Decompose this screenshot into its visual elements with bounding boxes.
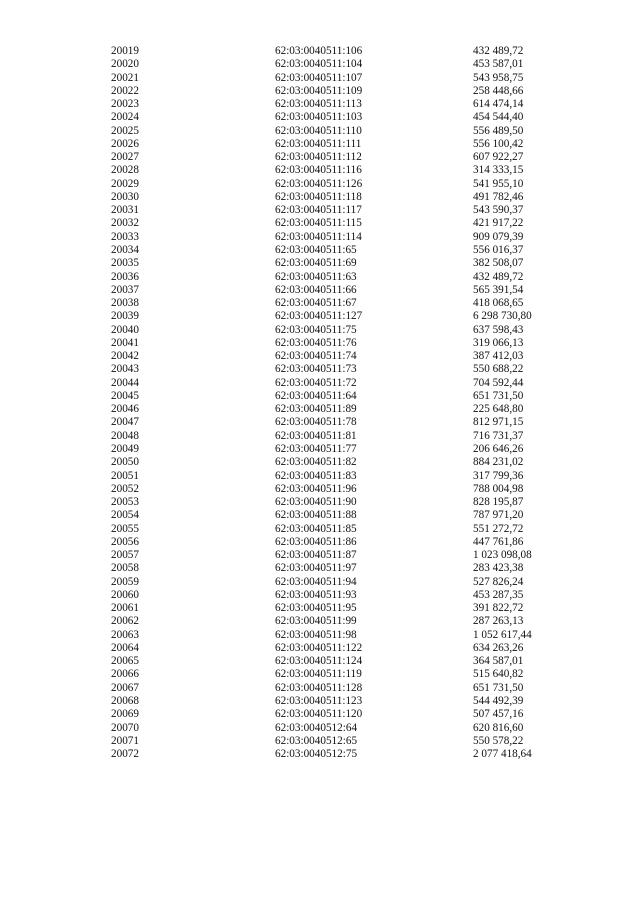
table-row [0, 523, 640, 536]
cadastral-number: 62:03:0040511:97 [275, 562, 357, 575]
value: 387 412,03 [473, 350, 524, 363]
value: 651 731,50 [473, 681, 524, 694]
table-row [0, 310, 640, 323]
value: 391 822,72 [473, 602, 524, 615]
table-row [0, 668, 640, 681]
cadastral-number: 62:03:0040511:74 [275, 350, 357, 363]
cadastral-number: 62:03:0040511:78 [275, 416, 357, 429]
cadastral-number: 62:03:0040511:90 [275, 496, 357, 509]
cadastral-number: 62:03:0040511:85 [275, 522, 357, 535]
row-number: 20072 [111, 748, 139, 761]
cadastral-number: 62:03:0040511:95 [275, 602, 357, 615]
cadastral-number: 62:03:0040511:115 [275, 217, 362, 230]
value: 447 761,86 [473, 535, 524, 548]
cadastral-number: 62:03:0040511:118 [275, 190, 362, 203]
row-number: 20034 [111, 243, 139, 256]
cadastral-number: 62:03:0040511:103 [275, 111, 363, 124]
table-row [0, 589, 640, 602]
value: 1 023 098,08 [473, 549, 532, 562]
value: 828 195,87 [473, 496, 524, 509]
cadastral-number: 62:03:0040511:73 [275, 363, 357, 376]
table-row [0, 416, 640, 429]
table-row [0, 403, 640, 416]
table-row [0, 284, 640, 297]
cadastral-number: 62:03:0040511:76 [275, 336, 357, 349]
value: 206 646,26 [473, 442, 524, 455]
value: 314 333,15 [473, 164, 524, 177]
row-number: 20038 [111, 297, 139, 310]
row-number: 20053 [111, 496, 139, 509]
cadastral-number: 62:03:0040511:119 [275, 668, 362, 681]
table-row [0, 138, 640, 151]
value: 527 826,24 [473, 575, 524, 588]
value: 364 587,01 [473, 655, 524, 668]
table-row [0, 748, 640, 761]
value: 454 544,40 [473, 111, 524, 124]
row-number: 20032 [111, 217, 139, 230]
cadastral-number: 62:03:0040511:114 [275, 230, 362, 243]
cadastral-number: 62:03:0040511:75 [275, 323, 357, 336]
cadastral-number: 62:03:0040511:65 [275, 243, 357, 256]
cadastral-number: 62:03:0040511:98 [275, 628, 357, 641]
value: 704 592,44 [473, 376, 524, 389]
row-number: 20052 [111, 482, 139, 495]
row-number: 20046 [111, 403, 139, 416]
value: 556 016,37 [473, 243, 524, 256]
cadastral-number: 62:03:0040511:123 [275, 695, 363, 708]
value: 788 004,98 [473, 482, 524, 495]
row-number: 20027 [111, 151, 139, 164]
row-number: 20047 [111, 416, 139, 429]
table-row [0, 735, 640, 748]
cadastral-number: 62:03:0040512:75 [275, 748, 358, 761]
row-number: 20024 [111, 111, 139, 124]
value: 543 590,37 [473, 204, 524, 217]
value: 651 731,50 [473, 389, 524, 402]
row-number: 20069 [111, 708, 139, 721]
value: 317 799,36 [473, 469, 524, 482]
value: 432 489,72 [473, 270, 524, 283]
value: 515 640,82 [473, 668, 524, 681]
row-number: 20055 [111, 522, 139, 535]
cadastral-number: 62:03:0040511:88 [275, 509, 357, 522]
table-row [0, 164, 640, 177]
row-number: 20070 [111, 721, 139, 734]
row-number: 20031 [111, 204, 139, 217]
cadastral-number: 62:03:0040511:116 [275, 164, 362, 177]
cadastral-number: 62:03:0040511:112 [275, 151, 362, 164]
row-number: 20058 [111, 562, 139, 575]
table-row [0, 483, 640, 496]
cadastral-number: 62:03:0040511:66 [275, 283, 357, 296]
value: 421 917,22 [473, 217, 524, 230]
table-row [0, 231, 640, 244]
table-row [0, 350, 640, 363]
table-row [0, 363, 640, 376]
value: 556 100,42 [473, 137, 524, 150]
value: 909 079,39 [473, 230, 524, 243]
cadastral-number: 62:03:0040511:120 [275, 708, 363, 721]
value: 620 816,60 [473, 721, 524, 734]
row-number: 20068 [111, 695, 139, 708]
table-row [0, 509, 640, 522]
row-number: 20023 [111, 98, 139, 111]
cadastral-number: 62:03:0040511:86 [275, 535, 357, 548]
cadastral-number: 62:03:0040511:104 [275, 58, 363, 71]
row-number: 20056 [111, 535, 139, 548]
cadastral-number: 62:03:0040512:65 [275, 734, 358, 747]
table-row [0, 377, 640, 390]
table-row [0, 682, 640, 695]
row-number: 20065 [111, 655, 139, 668]
value: 418 068,65 [473, 297, 524, 310]
cadastral-number: 62:03:0040511:94 [275, 575, 357, 588]
row-number: 20060 [111, 588, 139, 601]
cadastral-number: 62:03:0040511:67 [275, 297, 357, 310]
value: 544 492,39 [473, 695, 524, 708]
table-row [0, 708, 640, 721]
value: 884 231,02 [473, 456, 524, 469]
value: 716 731,37 [473, 429, 524, 442]
row-number: 20022 [111, 84, 139, 97]
row-number: 20044 [111, 376, 139, 389]
row-number: 20029 [111, 177, 139, 190]
row-number: 20071 [111, 734, 139, 747]
row-number: 20063 [111, 628, 139, 641]
table-row [0, 576, 640, 589]
row-number: 20030 [111, 190, 139, 203]
table-row [0, 430, 640, 443]
row-number: 20064 [111, 641, 139, 654]
cadastral-number: 62:03:0040511:113 [275, 98, 362, 111]
table-row [0, 45, 640, 58]
row-number: 20039 [111, 310, 139, 323]
value: 550 578,22 [473, 734, 524, 747]
table-row [0, 204, 640, 217]
table-row [0, 602, 640, 615]
table-row [0, 562, 640, 575]
row-number: 20042 [111, 350, 139, 363]
cadastral-number: 62:03:0040511:111 [275, 137, 362, 150]
value: 787 971,20 [473, 509, 524, 522]
cadastral-number: 62:03:0040511:107 [275, 71, 363, 84]
value: 634 263,26 [473, 641, 524, 654]
row-number: 20041 [111, 336, 139, 349]
row-number: 20067 [111, 681, 139, 694]
table-row [0, 536, 640, 549]
row-number: 20025 [111, 124, 139, 137]
table-row [0, 496, 640, 509]
row-number: 20045 [111, 389, 139, 402]
cadastral-number: 62:03:0040511:69 [275, 257, 357, 270]
table-row [0, 244, 640, 257]
table-row [0, 722, 640, 735]
table-row [0, 98, 640, 111]
row-number: 20043 [111, 363, 139, 376]
value: 382 508,07 [473, 257, 524, 270]
cadastral-number: 62:03:0040511:124 [275, 655, 363, 668]
cadastral-number: 62:03:0040511:72 [275, 376, 357, 389]
value: 543 958,75 [473, 71, 524, 84]
cadastral-number: 62:03:0040511:96 [275, 482, 357, 495]
cadastral-number: 62:03:0040511:128 [275, 681, 363, 694]
value: 565 391,54 [473, 283, 524, 296]
table-row [0, 324, 640, 337]
row-number: 20061 [111, 602, 139, 615]
value: 225 648,80 [473, 403, 524, 416]
value: 812 971,15 [473, 416, 524, 429]
row-number: 20035 [111, 257, 139, 270]
table-row [0, 549, 640, 562]
row-number: 20062 [111, 615, 139, 628]
table-row [0, 125, 640, 138]
row-number: 20059 [111, 575, 139, 588]
table-row [0, 443, 640, 456]
cadastral-number: 62:03:0040511:117 [275, 204, 362, 217]
table-row [0, 85, 640, 98]
table-row [0, 72, 640, 85]
table-row [0, 615, 640, 628]
cadastral-number: 62:03:0040511:99 [275, 615, 357, 628]
value: 283 423,38 [473, 562, 524, 575]
cadastral-number: 62:03:0040511:93 [275, 588, 357, 601]
value: 556 489,50 [473, 124, 524, 137]
table-row [0, 271, 640, 284]
value: 507 457,16 [473, 708, 524, 721]
cadastral-number: 62:03:0040511:64 [275, 389, 357, 402]
value: 432 489,72 [473, 45, 524, 57]
value: 637 598,43 [473, 323, 524, 336]
row-number: 20033 [111, 230, 139, 243]
value: 607 922,27 [473, 151, 524, 164]
table-row [0, 191, 640, 204]
table-row [0, 297, 640, 310]
row-number: 20066 [111, 668, 139, 681]
cadastral-number: 62:03:0040511:83 [275, 469, 357, 482]
table-row [0, 111, 640, 124]
cadastral-number: 62:03:0040511:77 [275, 442, 357, 455]
value: 453 587,01 [473, 58, 524, 71]
row-number: 20037 [111, 283, 139, 296]
cadastral-number: 62:03:0040511:106 [275, 45, 363, 57]
row-number: 20040 [111, 323, 139, 336]
table-row [0, 58, 640, 71]
value: 287 263,13 [473, 615, 524, 628]
cadastral-number: 62:03:0040511:82 [275, 456, 357, 469]
value: 258 448,66 [473, 84, 524, 97]
row-number: 20049 [111, 442, 139, 455]
cadastral-number: 62:03:0040511:127 [275, 310, 363, 323]
cadastral-number: 62:03:0040511:122 [275, 641, 363, 654]
table-row [0, 456, 640, 469]
row-number: 20036 [111, 270, 139, 283]
row-number: 20051 [111, 469, 139, 482]
cadastral-number: 62:03:0040511:126 [275, 177, 363, 190]
row-number: 20020 [111, 58, 139, 71]
row-number: 20019 [111, 45, 139, 57]
table-row [0, 178, 640, 191]
row-number: 20050 [111, 456, 139, 469]
cadastral-number: 62:03:0040512:64 [275, 721, 358, 734]
row-number: 20057 [111, 549, 139, 562]
value: 551 272,72 [473, 522, 524, 535]
table-row [0, 217, 640, 230]
value: 1 052 617,44 [473, 628, 532, 641]
value: 453 287,35 [473, 588, 524, 601]
cadastral-number: 62:03:0040511:87 [275, 549, 357, 562]
value: 550 688,22 [473, 363, 524, 376]
cadastral-number: 62:03:0040511:81 [275, 429, 357, 442]
table-row [0, 337, 640, 350]
value: 491 782,46 [473, 190, 524, 203]
row-number: 20028 [111, 164, 139, 177]
cadastral-number: 62:03:0040511:63 [275, 270, 357, 283]
cadastral-number: 62:03:0040511:89 [275, 403, 357, 416]
cadastral-number: 62:03:0040511:110 [275, 124, 362, 137]
table-row [0, 151, 640, 164]
row-number: 20026 [111, 137, 139, 150]
row-number: 20054 [111, 509, 139, 522]
table-row [0, 655, 640, 668]
document-table [0, 45, 640, 761]
table-row [0, 642, 640, 655]
table-row [0, 629, 640, 642]
value: 319 066,13 [473, 336, 524, 349]
value: 541 955,10 [473, 177, 524, 190]
row-number: 20021 [111, 71, 139, 84]
cadastral-number: 62:03:0040511:109 [275, 84, 363, 97]
row-number: 20048 [111, 429, 139, 442]
table-row [0, 390, 640, 403]
value: 6 298 730,80 [473, 310, 532, 323]
value: 2 077 418,64 [473, 748, 532, 761]
table-row [0, 257, 640, 270]
value: 614 474,14 [473, 98, 524, 111]
table-row [0, 695, 640, 708]
table-row [0, 470, 640, 483]
